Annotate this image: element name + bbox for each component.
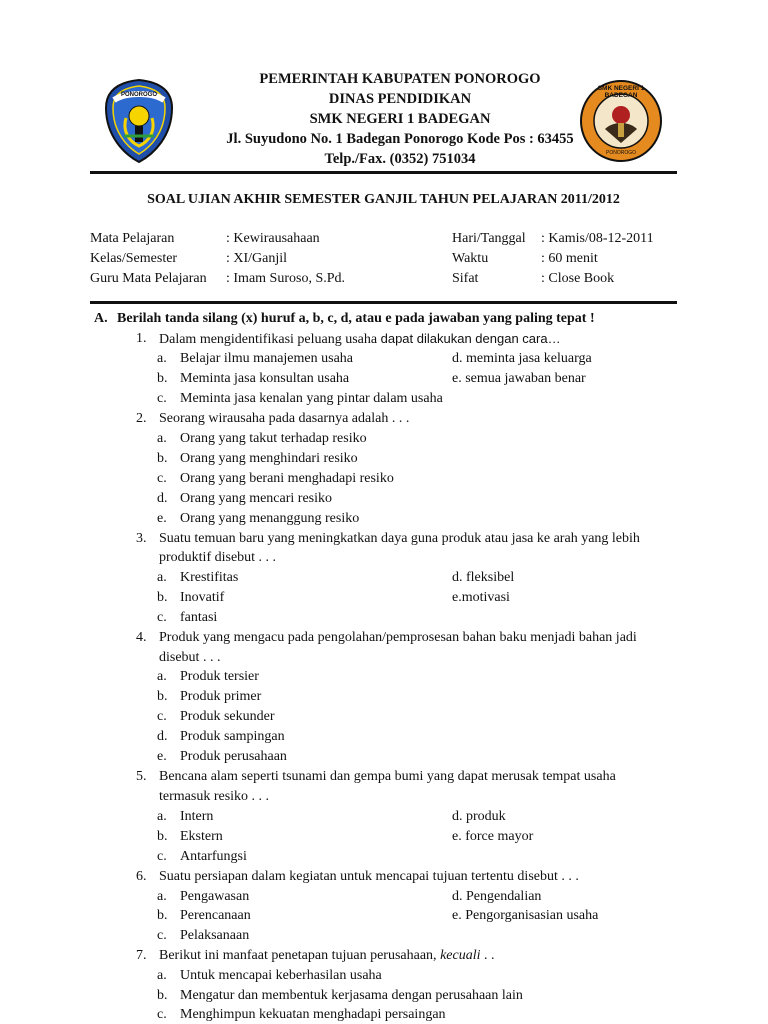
option-text: Produk perusahaan [180,749,287,764]
option-letter: c. [157,849,167,864]
header-government: PEMERINTAH KABUPATEN PONOROGO [259,71,541,87]
option-letter: a. [157,351,167,366]
option-text: Produk sampingan [180,729,285,744]
question-text-continued: dapat dilakukan dengan cara… [380,331,561,346]
right-logo-text-bottom: PONOROGO [605,150,636,156]
section-instruction: Berilah tanda silang (x) huruf a, b, c, d, atau e pada jawaban yang paling tepat ! [117,311,595,326]
option-text: Orang yang berani menghadapi resiko [180,471,394,486]
option-text: Inovatif [180,590,225,605]
question-number: 4. [136,630,147,645]
option-letter: b. [157,689,168,704]
question-text: Produk yang mengacu pada pengolahan/pemprosesan bahan baku menjadi bahan jadi [159,630,637,645]
info-subject-label: Mata Pelajaran [90,231,175,246]
option-letter: b. [157,371,168,386]
option-text-right: d. fleksibel [452,570,515,585]
option-letter: a. [157,431,167,446]
option-text-right: d. produk [452,809,506,824]
option-text: Produk sekunder [180,709,275,724]
option-letter: c. [157,391,167,406]
option-text-right: d. meminta jasa keluarga [452,351,592,366]
option-letter: c. [157,610,167,625]
question-text-cont: termasuk resiko . . . [159,789,270,804]
question-text: Seorang wirausaha pada dasarnya adalah . . . [159,411,410,426]
question-number: 7. [136,948,147,963]
option-letter: d. [157,729,168,744]
info-time-label: Waktu [452,251,489,266]
option-letter: a. [157,968,167,983]
info-mode-value: : Close Book [541,271,615,286]
ponorogo-regency-logo [104,78,174,164]
info-teacher-label: Guru Mata Pelajaran [90,271,207,286]
option-text: Menghimpun kekuatan menghadapi persaingan [180,1007,446,1022]
option-text: Intern [180,809,214,824]
option-letter: b. [157,988,168,1003]
option-letter: a. [157,809,167,824]
info-teacher-value: : Imam Suroso, S.Pd. [226,271,346,286]
question-text [159,948,494,964]
header-address: Jl. Suyudono No. 1 Badegan Ponorogo Kode Pos : 63455 [226,131,574,147]
option-letter: c. [157,1007,167,1022]
question-text [159,331,561,348]
option-letter: a. [157,889,167,904]
option-text: Untuk mencapai keberhasilan usaha [180,968,382,983]
info-date-label: Hari/Tanggal [452,231,526,246]
option-text: Mengatur dan membentuk kerjasama dengan perusahaan lain [180,988,523,1003]
option-letter: a. [157,669,167,684]
info-divider [90,301,677,304]
option-text: Orang yang menghindari resiko [180,451,358,466]
info-date-value: : Kamis/08-12-2011 [541,231,654,246]
question-text: Suatu persiapan dalam kegiatan untuk mencapai tujuan tertentu disebut . . . [159,869,579,884]
question-number: 1. [136,331,147,346]
option-text-right: e. semua jawaban benar [452,371,586,386]
section-label: A. [94,311,108,326]
option-text: Ekstern [180,829,223,844]
option-text-right: d. Pengendalian [452,889,542,904]
option-text: Pengawasan [180,889,250,904]
option-letter: c. [157,709,167,724]
option-text: Pelaksanaan [180,928,250,943]
question-text: Suatu temuan baru yang meningkatkan daya guna produk atau jasa ke arah yang lebih [159,531,640,546]
option-text: Produk tersier [180,669,259,684]
option-text: Meminta jasa kenalan yang pintar dalam usaha [180,391,443,406]
header-divider [90,171,677,174]
option-text: Perencanaan [180,908,251,923]
option-letter: a. [157,570,167,585]
option-letter: e. [157,749,167,764]
option-text-right: e. force mayor [452,829,534,844]
option-text-right: e. Pengorganisasian usaha [452,908,599,923]
option-text: Orang yang menanggung resiko [180,511,360,526]
header-school-name: SMK NEGERI 1 BADEGAN [309,111,491,127]
info-class-value: : XI/Ganjil [226,251,288,266]
option-letter: c. [157,928,167,943]
option-text: fantasi [180,610,218,625]
option-letter: d. [157,491,168,506]
question-text: Bencana alam seperti tsunami dan gempa bumi yang dapat merusak tempat usaha [159,769,616,784]
question-text-tail: . . [480,948,495,963]
question-text-emphasis: kecuali [440,948,481,963]
option-letter: e. [157,511,167,526]
option-text: Antarfungsi [180,849,247,864]
left-logo-text: PONOROGO [120,92,157,98]
exam-title: SOAL UJIAN AKHIR SEMESTER GANJIL TAHUN PELAJARAN 2011/2012 [147,192,620,207]
question-text-main: Berikut ini manfaat penetapan tujuan perusahaan, [159,948,437,963]
question-text-main: Dalam mengidentifikasi peluang usaha [159,332,378,347]
option-text: Krestifitas [180,570,239,585]
info-class-label: Kelas/Semester [90,251,178,266]
question-number: 2. [136,411,147,426]
option-text: Meminta jasa konsultan usaha [180,371,350,386]
info-time-value: : 60 menit [541,251,598,266]
header-department: DINAS PENDIDIKAN [328,91,472,107]
info-mode-label: Sifat [452,271,479,286]
option-letter: b. [157,451,168,466]
option-letter: b. [157,590,168,605]
option-letter: b. [157,829,168,844]
option-letter: b. [157,908,168,923]
option-text: Produk primer [180,689,262,704]
option-text: Belajar ilmu manajemen usaha [180,351,353,366]
question-text-cont: produktif disebut . . . [159,550,277,565]
option-text-right: e.motivasi [452,590,510,605]
option-text: Orang yang takut terhadap resiko [180,431,367,446]
right-logo-text-top: SMK NEGERI 1 BADEGAN [597,85,645,99]
question-text-cont: disebut . . . [159,650,221,665]
question-number: 6. [136,869,147,884]
question-number: 3. [136,531,147,546]
question-number: 5. [136,769,147,784]
option-letter: c. [157,471,167,486]
header-phone: Telp./Fax. (0352) 751034 [324,151,476,167]
option-text: Orang yang mencari resiko [180,491,332,506]
info-subject-value: : Kewirausahaan [226,231,320,246]
